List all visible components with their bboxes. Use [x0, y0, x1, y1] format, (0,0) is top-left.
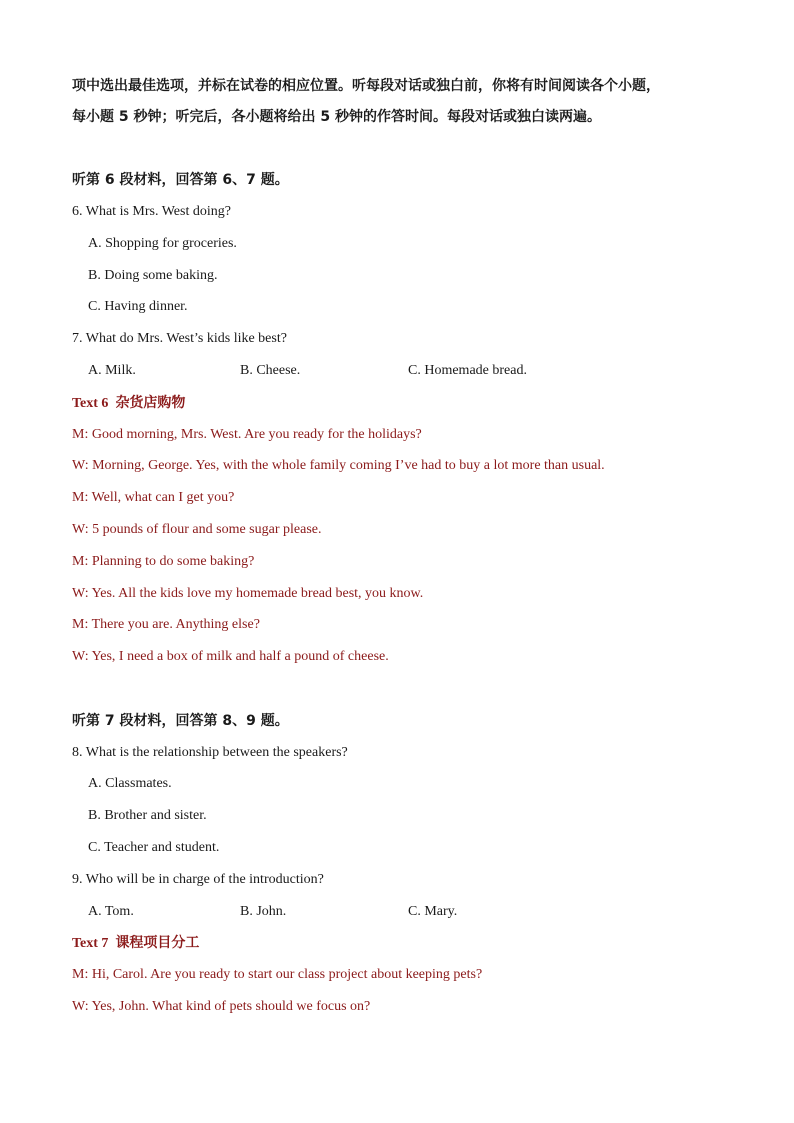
q6-option-c: C. Having dinner. — [88, 299, 188, 314]
text6-dialogue-line: M: There you are. Anything else? — [72, 617, 260, 632]
text7-header — [72, 933, 199, 954]
q6-stem: 6. What is Mrs. West doing? — [72, 204, 231, 219]
text6-dialogue-line: W: Yes, I need a box of milk and half a pound of cheese. — [72, 649, 389, 664]
text6-label: Text 6 — [72, 396, 109, 411]
text6-dialogue-line: M: Well, what can I get you? — [72, 490, 235, 505]
intro-line-1: 项中选出最佳选项，并标在试卷的相应位置。听每段对话或独白前，你将有时间阅读各个小题， — [72, 78, 660, 94]
q9-option-a: A. Tom. — [88, 904, 134, 919]
q9-stem: 9. Who will be in charge of the introduction? — [72, 872, 324, 887]
text6-dialogue-line: M: Planning to do some baking? — [72, 554, 255, 569]
text6-dialogue-line: W: Yes. All the kids love my homemade bread best, you know. — [72, 586, 424, 601]
q8-option-c: C. Teacher and student. — [88, 840, 220, 855]
q8-stem: 8. What is the relationship between the speakers? — [72, 745, 348, 760]
text7-dialogue-line: M: Hi, Carol. Are you ready to start our class project about keeping pets? — [72, 967, 483, 982]
q8-option-b: B. Brother and sister. — [88, 808, 207, 823]
q7-option-b: B. Cheese. — [240, 363, 301, 378]
text6-title: 杂货店购物 — [115, 395, 186, 411]
q6-option-b: B. Doing some baking. — [88, 268, 218, 283]
text7-title: 课程项目分工 — [115, 935, 200, 951]
section7-heading: 听第 7 段材料，回答第 8、9 题。 — [72, 713, 289, 729]
text6-header — [72, 393, 185, 414]
q9-option-c: C. Mary. — [408, 904, 458, 919]
q6-option-a: A. Shopping for groceries. — [88, 236, 237, 251]
section6-heading: 听第 6 段材料，回答第 6、7 题。 — [72, 172, 289, 188]
q7-option-a: A. Milk. — [88, 363, 136, 378]
q7-option-c: C. Homemade bread. — [408, 363, 527, 378]
text7-label: Text 7 — [72, 936, 109, 951]
intro-line-2: 每小题 5 秒钟；听完后，各小题将给出 5 秒钟的作答时间。每段对话或独白读两遍。 — [72, 109, 601, 125]
q7-stem: 7. What do Mrs. West’s kids like best? — [72, 331, 287, 346]
q8-option-a: A. Classmates. — [88, 776, 172, 791]
text7-dialogue-line: W: Yes, John. What kind of pets should we focus on? — [72, 999, 371, 1014]
text6-dialogue-line: W: Morning, George. Yes, with the whole family coming I’ve had to buy a lot more than usual. — [72, 458, 605, 473]
text6-dialogue-line: M: Good morning, Mrs. West. Are you ready for the holidays? — [72, 427, 422, 442]
q9-option-b: B. John. — [240, 904, 287, 919]
text6-dialogue-line: W: 5 pounds of flour and some sugar please. — [72, 522, 322, 537]
